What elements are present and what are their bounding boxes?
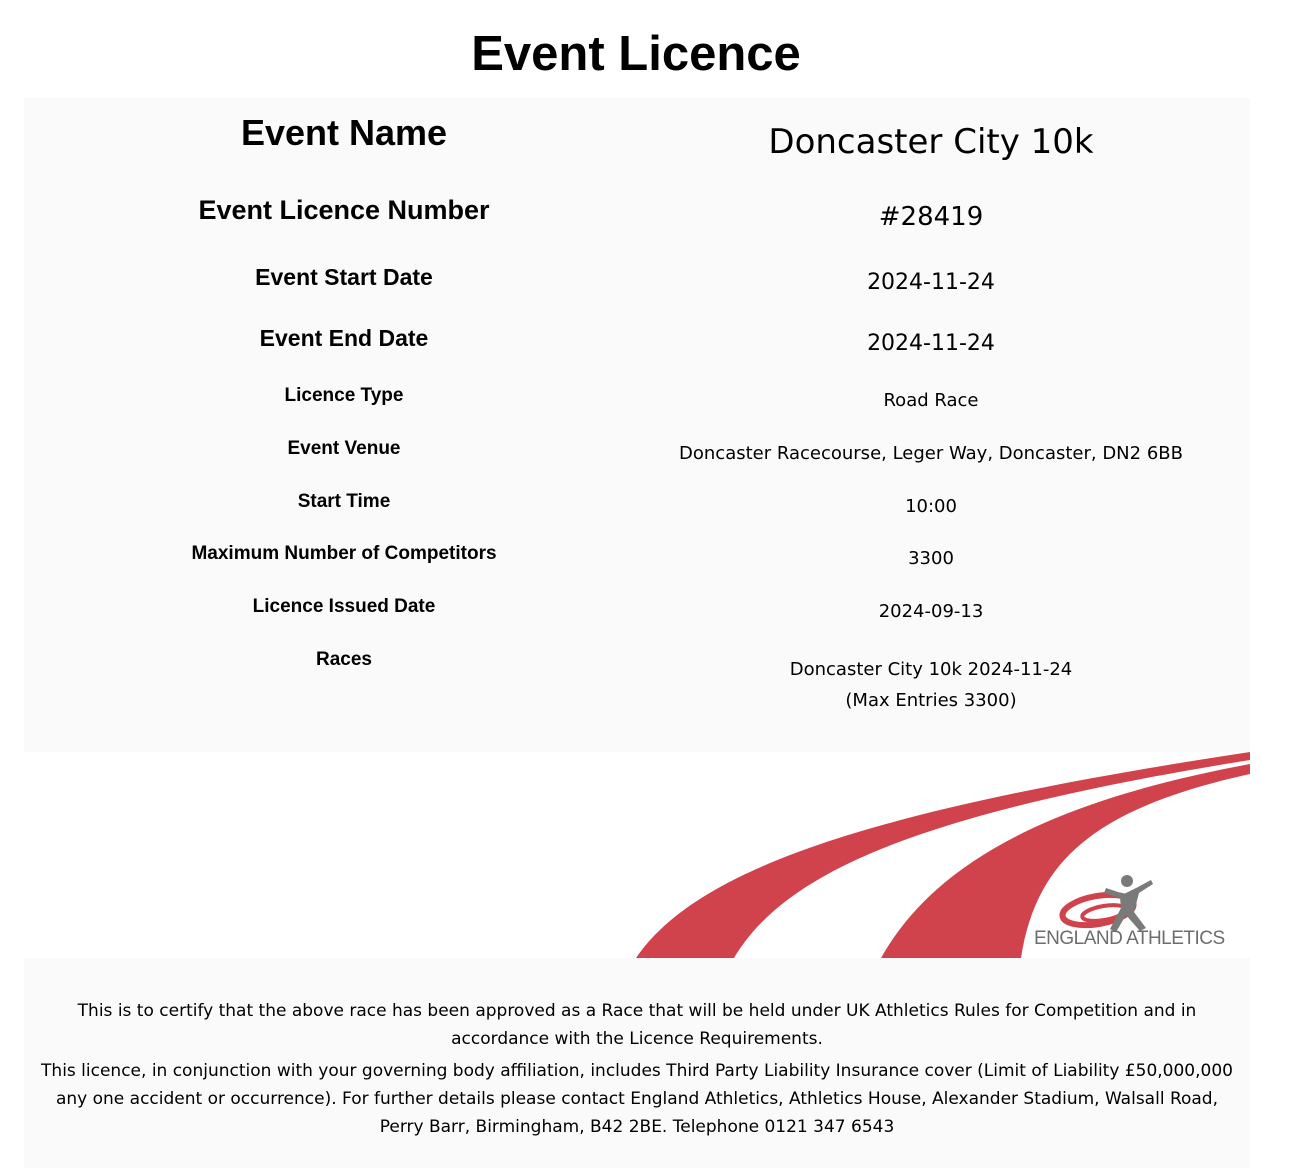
issued-date-value: 2024-09-13 bbox=[878, 601, 984, 622]
start-time-label: Start Time bbox=[297, 491, 391, 512]
page-title: Event Licence bbox=[471, 27, 801, 81]
certification-text: This is to certify that the above race has been approved as a Race that will be held under UK Athletics Rules for Competition and in accordance with the Licence Requirements. bbox=[77, 1001, 1197, 1049]
races-label: Races bbox=[316, 649, 372, 670]
races-value-line1: Doncaster City 10k 2024-11-24 bbox=[789, 659, 1073, 680]
athletics-logo-mark bbox=[1060, 875, 1153, 932]
end-date-value: 2024-11-24 bbox=[867, 331, 995, 356]
track-swoosh-graphic bbox=[636, 750, 1250, 958]
max-competitors-value: 3300 bbox=[908, 548, 954, 569]
races-value bbox=[664, 654, 1198, 716]
logo-text: ENGLAND ATHLETICS bbox=[1034, 928, 1225, 949]
insurance-text: This licence, in conjunction with your governing body affiliation, includes Third Party Liability Insurance cover (Limit of Liability £50,000,000 any one accident or occurrence). For further details please contact England Athletics, Athletics House, Alexander Stadium, Walsall Road, Perry Barr, Birmingham, B42 2BE. Telephone 0121 347 6543 bbox=[41, 1061, 1233, 1137]
issued-date-label: Licence Issued Date bbox=[252, 596, 436, 617]
certification-footer bbox=[24, 958, 1250, 1168]
england-athletics-banner bbox=[636, 750, 1250, 958]
event-venue-value: Doncaster Racecourse, Leger Way, Doncaster, DN2 6BB bbox=[679, 443, 1183, 464]
start-time-value: 10:00 bbox=[905, 496, 957, 517]
licence-number-label: Event Licence Number bbox=[198, 195, 490, 225]
licence-type-label: Licence Type bbox=[284, 385, 404, 406]
races-value-line2: (Max Entries 3300) bbox=[845, 690, 1017, 711]
licence-details-panel bbox=[24, 98, 1250, 752]
licence-number-value: #28419 bbox=[878, 202, 984, 232]
max-competitors-label: Maximum Number of Competitors bbox=[191, 543, 497, 564]
event-name-value: Doncaster City 10k bbox=[768, 122, 1094, 162]
start-date-value: 2024-11-24 bbox=[867, 270, 995, 295]
start-date-label: Event Start Date bbox=[255, 264, 433, 290]
event-venue-label: Event Venue bbox=[287, 438, 401, 459]
licence-type-value: Road Race bbox=[883, 390, 979, 411]
end-date-label: Event End Date bbox=[259, 325, 429, 351]
event-name-label: Event Name bbox=[240, 112, 448, 153]
